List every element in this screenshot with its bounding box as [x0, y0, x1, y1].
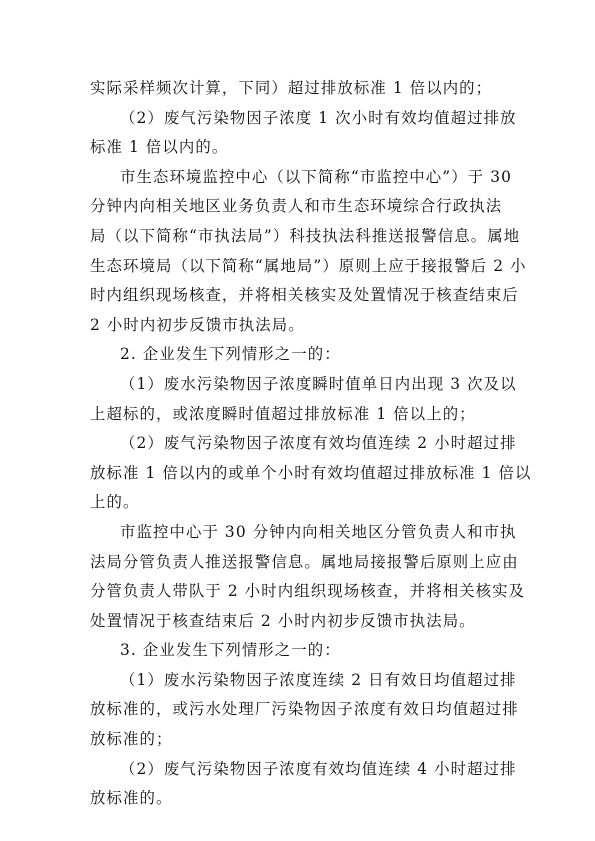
text-line: （1）废水污染物因子浓度连续 2 日有效日均值超过排 — [120, 670, 517, 689]
text-line: 实际采样频次计算，下同）超过排放标准 1 倍以内的； — [90, 79, 493, 97]
text-line: 3. 企业发生下列情形之一的： — [120, 641, 341, 660]
text-line: 2 小时内初步反馈市执法局。 — [90, 315, 305, 334]
text-line: 标准 1 倍以内的。 — [90, 138, 229, 157]
text-line: 生态环境局（以下简称“属地局”）原则上应于接报警后 2 小 — [90, 256, 527, 275]
text-line: （2）废气污染物因子浓度有效均值连续 4 小时超过排 — [120, 759, 517, 778]
text-line: 放标准 1 倍以内的或单个小时有效均值超过排放标准 1 倍以 — [90, 463, 532, 482]
text-line: 市监控中心于 30 分钟内向相关地区分管负责人和市执 — [120, 522, 517, 541]
document-body — [90, 74, 532, 814]
text-line: 上超标的，或浓度瞬时值超过排放标准 1 倍以上的； — [90, 404, 476, 423]
text-line: 时内组织现场核查，并将相关核实及处置情况于核查结束后 — [90, 286, 519, 305]
text-line: （2）废气污染物因子浓度 1 次小时有效均值超过排放 — [120, 108, 517, 127]
text-line: 分钟内向相关地区业务负责人和市生态环境综合行政执法 — [90, 197, 503, 216]
text-line: 市生态环境监控中心（以下简称“市监控中心”）于 30 — [120, 167, 513, 186]
text-line: （1）废水污染物因子浓度瞬时值单日内出现 3 次及以 — [120, 374, 517, 393]
text-line: 法局分管负责人推送报警信息。属地局接报警后原则上应由 — [90, 552, 519, 571]
text-line: 放标准的。 — [90, 789, 173, 808]
text-line: 放标准的； — [90, 730, 173, 749]
text-line: （2）废气污染物因子浓度有效均值连续 2 小时超过排 — [120, 434, 517, 453]
text-line: 分管负责人带队于 2 小时内组织现场核查，并将相关核实及 — [90, 582, 526, 601]
text-line: 处置情况于核查结束后 2 小时内初步反馈市执法局。 — [90, 611, 476, 630]
text-line: 放标准的，或污水处理厂污染物因子浓度有效日均值超过排 — [90, 700, 519, 719]
text-line: 局（以下简称“市执法局”）科技执法科推送报警信息。属地 — [90, 226, 521, 245]
text-line: 上的。 — [90, 493, 140, 512]
text-line: 2. 企业发生下列情形之一的： — [120, 345, 341, 364]
